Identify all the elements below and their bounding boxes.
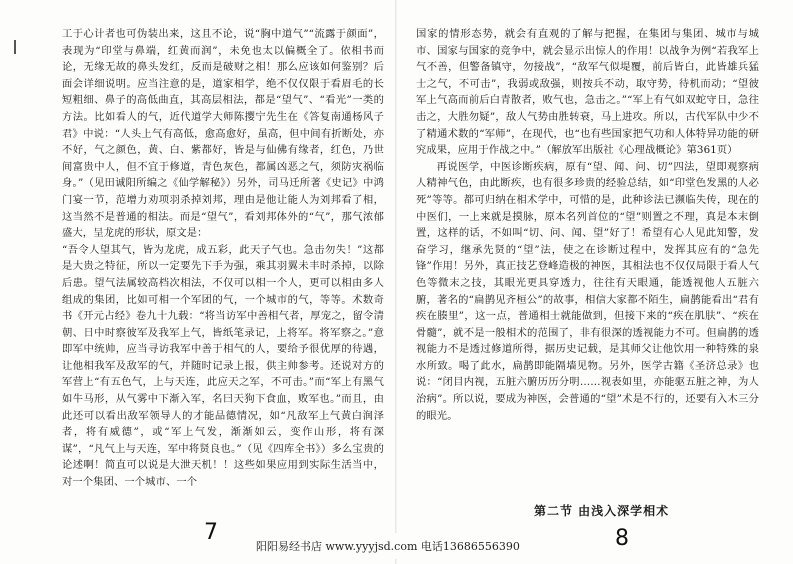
right-paragraph-2: 再说医学，中医诊断疾病，原有“望、闻、问、切”四法，望即观察病人精神气色，由此断疾，也有很多珍贵的经验总结，如“印堂色发黑的人必死”等等。都可归纳在相术学中，可惜的是，此种诊法已濒临失传，现在的中医们，一上来就是摸脉，原本名列首位的“望”则置之不理，真是本末倒置，这样的话，不如叫“切、问、闻、望”好了！希望有心人见此知警，发奋学习，继承先贤的“望”法，使之在诊断过程中，发挥其应有的“急先锋”作用！另外，真正技艺登峰造极的神医，其相法也不仅仅局限于看人气色等微末之技，其眼光更具穿透力，往往有天眼通，能透视他人五脏六腑，著名的“扁鹊见齐桓公”的故事，相信大家都不陌生，扁鹊能看出“君有疾在腠里”，这一点，普通相士就能做到，但接下来的“疾在肌肤”、“疾在骨髓”，就不是一般相术的范围了，非有很深的透视能力不可。但扁鹊的透视能力不是透过修道所得，据历史记载，是其师父让他饮用一种特殊的泉水所致。喝了此水，扁鹊即能隔墙见物。另外，医学古籍《圣济总录》也说：“闭目内视，五脏六腑历历分明……视表如里，亦能驱五脏之神，为人治病”。所以说，要成为神医，会普通的“望”术是不行的，还要有入木三分的眼光。	[416, 160, 759, 422]
right-page-body	[416, 26, 759, 424]
right-page	[396, 0, 793, 564]
right-paragraph-1: 国家的情形态势，就会有直观的了解与把握，在集团与集团、城市与城市、国家与国家的竞争中，就会显示出惊人的作用！以战争为例“若我军上气不善，但警备镇守，勿接战”，“敌军气似堤覆，前后皆白，此皆雄兵猛士之气，不可击”，我弱或敌强，则按兵不动，取守势，待机而动；“望彼军上气高而前后白青散者，败气也，急击之。”“军上有气如双蛇守日，急往击之，大胜勿疑”，敌人气势由胜转衰，马上进攻。所以，古代军队中少不了精通术数的“军师”，在现代，也“也有些国家把气功和人体特异功能的研究成果，应用于作战之中。”（解放军出版社《心理战概论》第361页）	[416, 28, 759, 157]
left-paragraph-1: 工于心计者也可伪装出来，这且不论，说“胸中道气”“流露于颜面”，表现为“印堂与鼻端，红黄而润”，未免也太以偏概全了。依相书而论，无缘无故的鼻头发红，反而是破财之相！那么应该如何鉴别？后面会详细说明。应当注意的是，道家相学，绝不仅仅限于看眉毛的长短粗细、鼻子的高低曲直，其高层相法，都是“望气”、“看光”一类的方法。比如看人的气，近代道学大师陈撄宁先生在《答复南通杨风子君》中说：“人头上气有高低，愈高愈好，虽高，但中间有折断处，亦不好，气之颜色，黄、白、紫都好，皆是与仙佛有缘者，红色，乃世间富贵中人，但不宜于修道，青色灰色，都属凶恶之气，须防灾祸临身。”（见田诚阳所编之《仙学解秘》）另外，司马迁所著《史记》中鸿门宴一节，范增力劝项羽杀掉刘邦，理由是他让能人为刘邦看了相，这当然不是普通的相法。而是“望气”，看刘邦体外的“气”，那气浓郁盛大，呈龙虎的形状，原文是：	[62, 28, 384, 240]
left-paragraph-2: “吾令人望其气，皆为龙虎，成五彩，此天子气也。急击勿失！”这都是大贵之特征，所以一定要先下手为强，乘其羽翼未丰时杀掉，以除后患。望气法属较高档次相法，不仅可以相一个人，更可以相由多人组成的集团，比如可相一个军团的气，一个城市的气，等等。术数奇书《开元占经》卷九十九载：“将当访军中善相气者，厚宠之，留令清朝、日中时察彼军及我军上气，皆纸笔录记，上将军。将军察之。”意即军中统帅，应当寻访我军中善于相气的人，要给予很优厚的待遇，让他相我军及敌军的气，并随时记录上报，供主帅参考。还说对方的军营上“有五色气，上与天连，此应天之军，不可击。”而“军上有黑气如牛马形，从气雾中下渐入军，名曰天狗下食血，败军也。”而且，由此还可以看出敌军领导人的才能品德情况，如“凡敌军上气黄白润泽者，将有威德”，或“军上气发，渐渐如云，变作山形，将有深谋”，“凡气上与天连，军中将贤良也。”（见《四库全书》）多么宝贵的论述啊！简直可以说是大泄天机！！这些如果应用到实际生活当中，对一个集团、一个城市、一个	[62, 243, 384, 489]
left-page	[0, 0, 396, 564]
right-page-number: 8	[615, 526, 629, 551]
section-heading: 第二节 由浅入深学相术	[534, 504, 670, 518]
left-page-body	[62, 26, 384, 491]
footer-watermark: 阳阳易经书店 www.yyyjsd.com 电话13686556390	[256, 540, 520, 553]
left-page-number: 7	[204, 520, 218, 545]
